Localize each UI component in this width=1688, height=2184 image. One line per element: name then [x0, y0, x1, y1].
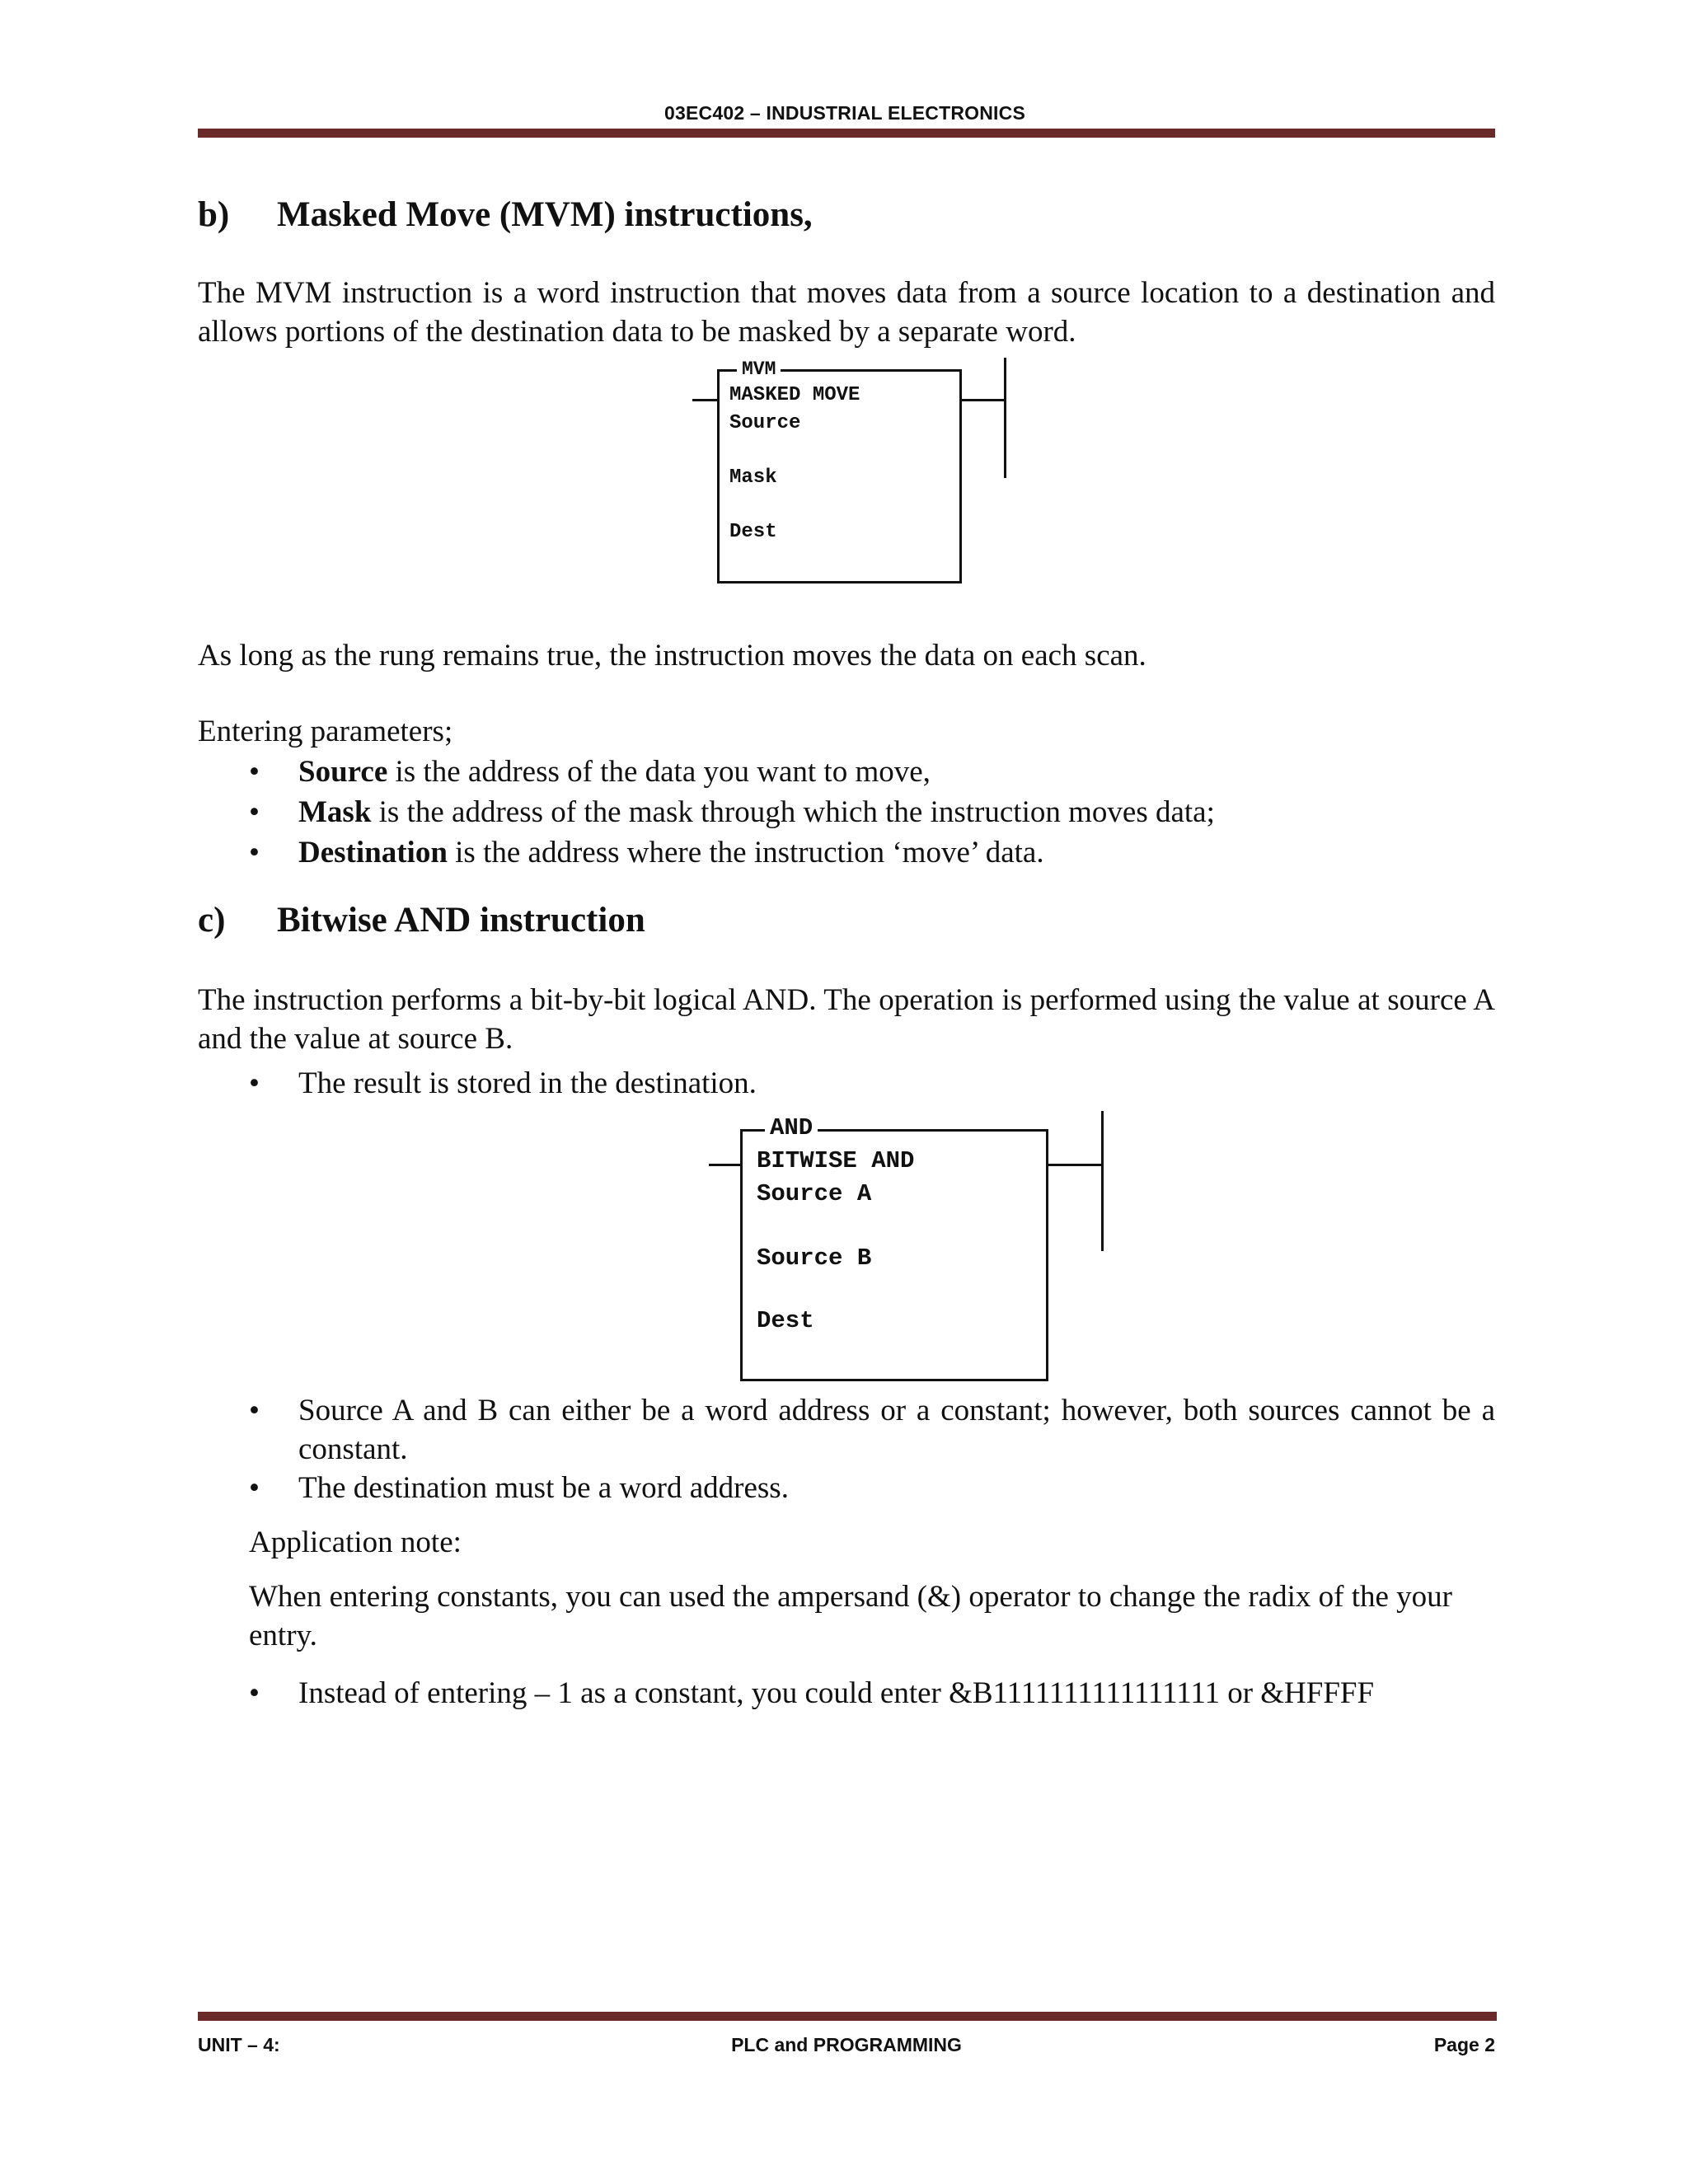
list-item — [198, 752, 1495, 792]
source-notes-list — [198, 1391, 1495, 1507]
list-item — [198, 1063, 1495, 1104]
and-field-source-a: Source A — [757, 1180, 872, 1207]
and-input-wire — [709, 1164, 740, 1166]
footer-rule — [198, 2012, 1497, 2021]
param-text: is the address of the data you want to move, — [387, 755, 931, 789]
and-output-wire — [1047, 1164, 1103, 1166]
param-term: Mask — [298, 795, 372, 829]
footer-page-number: Page 2 — [1433, 2034, 1495, 2055]
list-item — [198, 792, 1495, 832]
mvm-input-wire — [692, 399, 717, 401]
and-instruction-diagram — [709, 1111, 1113, 1383]
bullet-icon: • — [249, 1676, 260, 1710]
param-text: is the address where the instruction ‘move’ data. — [447, 836, 1044, 869]
bullet-icon: • — [249, 1394, 260, 1427]
mvm-field-dest: Dest — [729, 521, 777, 543]
note-text: Source A and B can either be a word address or a constant; however, both sources cannot be a constant. — [298, 1394, 1495, 1466]
rung-note: As long as the rung remains true, the instruction moves the data on each scan. — [198, 639, 1146, 673]
mvm-tag: MVM — [737, 358, 781, 381]
mvm-instruction-diagram — [692, 354, 1022, 585]
list-item — [198, 1673, 1495, 1713]
bullet-icon: • — [249, 836, 260, 869]
footer-subject: PLC and PROGRAMMING — [731, 2034, 962, 2055]
and-field-source-b: Source B — [757, 1244, 872, 1272]
page-header-title: 03EC402 – INDUSTRIAL ELECTRONICS — [664, 102, 1025, 124]
section-c-letter: c) — [198, 901, 226, 940]
entering-parameters-label: Entering parameters; — [198, 715, 453, 748]
mvm-right-rail — [1004, 358, 1006, 478]
list-item — [198, 832, 1495, 873]
result-list — [198, 1063, 1495, 1104]
bullet-icon: • — [249, 795, 260, 829]
footer-unit: UNIT – 4: — [198, 2034, 280, 2055]
mvm-heading: MASKED MOVE — [729, 384, 860, 406]
param-term: Destination — [298, 836, 448, 869]
section-b-title: Masked Move (MVM) instructions, — [277, 195, 813, 234]
bullet-icon: • — [249, 1471, 260, 1505]
mvm-output-wire — [959, 399, 1006, 401]
bullet-icon: • — [249, 1066, 260, 1100]
section-b-letter: b) — [198, 195, 230, 234]
and-field-dest: Dest — [757, 1307, 814, 1334]
header-rule — [198, 129, 1495, 138]
parameter-list — [198, 752, 1495, 873]
section-c-heading — [198, 900, 645, 940]
section-b-heading — [198, 194, 813, 235]
result-text: The result is stored in the destination. — [298, 1066, 757, 1100]
note-text: The destination must be a word address. — [298, 1471, 789, 1505]
section-b-intro: The MVM instruction is a word instruction that moves data from a source location to a destination and allows portions of the destination data to be masked by a separate word. — [198, 276, 1495, 349]
param-text: is the address of the mask through which the instruction moves data; — [371, 795, 1215, 829]
mvm-field-source: Source — [729, 412, 801, 434]
application-example-list — [198, 1673, 1495, 1713]
and-right-rail — [1101, 1111, 1104, 1251]
and-tag: AND — [765, 1114, 818, 1142]
param-term: Source — [298, 755, 388, 789]
mvm-field-mask: Mask — [729, 466, 777, 489]
list-item — [198, 1391, 1495, 1469]
application-note-label: Application note: — [249, 1526, 462, 1559]
and-heading: BITWISE AND — [757, 1147, 915, 1174]
section-c-intro: The instruction performs a bit-by-bit logical AND. The operation is performed using the value at source A and the value at source B. — [198, 983, 1495, 1056]
list-item — [198, 1469, 1495, 1507]
example-text: Instead of entering – 1 as a constant, you could enter &B1111111111111111 or &HFFFF — [298, 1676, 1375, 1710]
application-note-text: When entering constants, you can used the ampersand (&) operator to change the radix of the your entry. — [249, 1580, 1452, 1652]
bullet-icon: • — [249, 755, 260, 789]
section-c-title: Bitwise AND instruction — [277, 901, 645, 940]
